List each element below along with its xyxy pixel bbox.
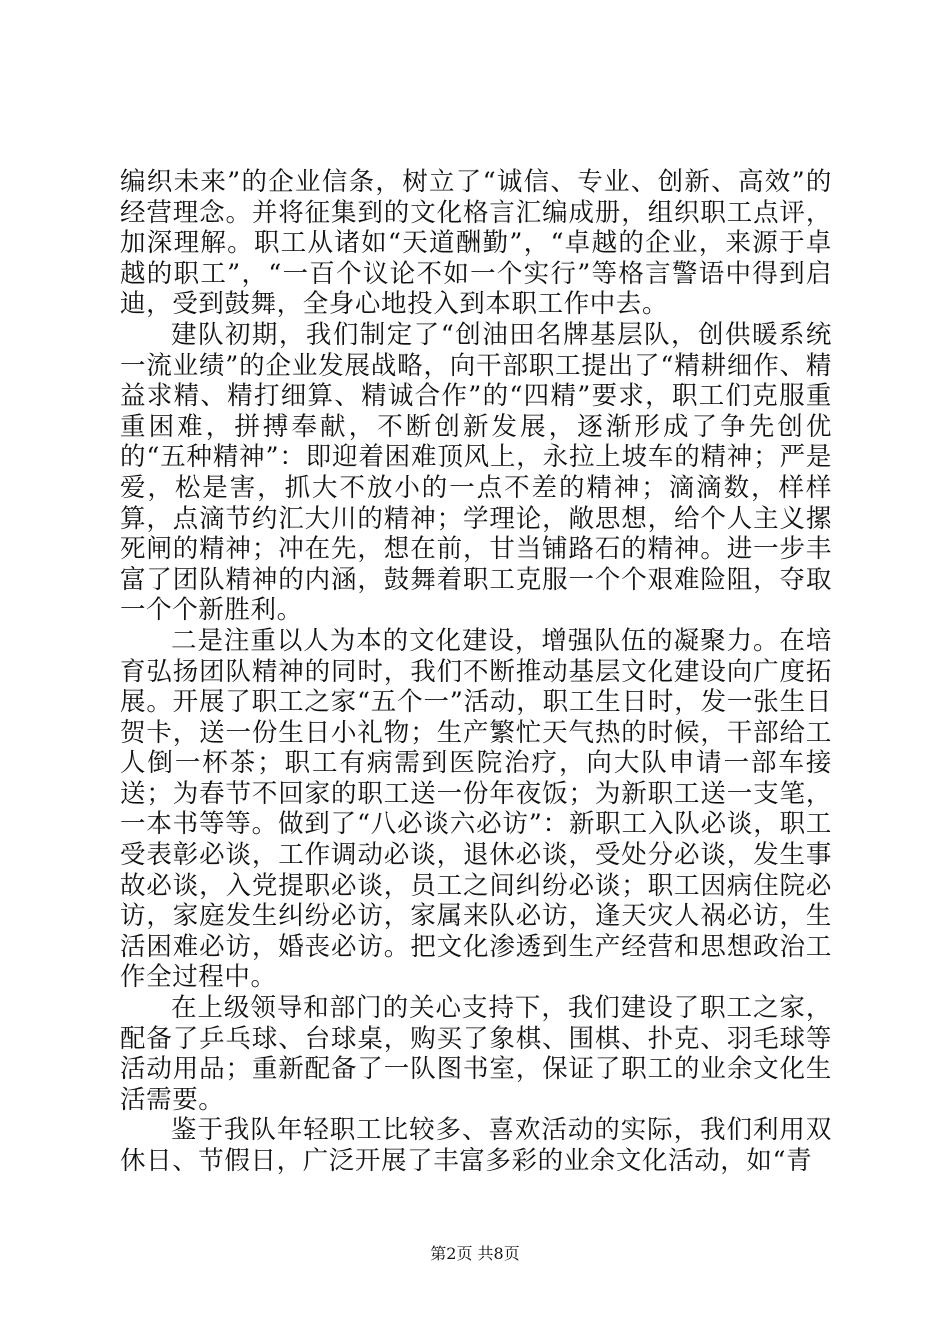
paragraph-people-oriented: 二是注重以人为本的文化建设，增强队伍的凝聚力。在培育弘扬团队精神的同时，我们不断推动基层文化建设向广度拓展。开展了职工之家“五个一”活动，职工生日时，发一张生日贺卡，送一份生日小礼物；生产繁忙天气热的时候，干部给工人倒一杯茶；职工有病需到医院治疗，向大队申请一部车接送；为春节不回家的职工送一份年夜饭；为新职工送一支笔，一本书等等。做到了“八必谈六必访”：新职工入队必谈，职工受表彰必谈，工作调动必谈，退休必谈，受处分必谈，发生事故必谈，入党提职必谈，员工之间纠纷必谈；职工因病住院必访，家庭发生纠纷必访，家属来队必访，逢天灾人祸必访，生活困难必访，婚丧必访。把文化渗透到生产经营和思想政治工作全过程中。 — [120, 625, 832, 993]
body-text — [120, 167, 832, 1177]
paragraph-leisure-activities: 鉴于我队年轻职工比较多、喜欢活动的实际，我们利用双休日、节假日，广泛开展了丰富多彩的业余文化活动，如“青 — [120, 1115, 832, 1176]
paragraph-team-spirit: 建队初期，我们制定了“创油田名牌基层队，创供暖系统一流业绩”的企业发展战略，向干部职工提出了“精耕细作、精益求精、精打细算、精诚合作”的“四精”要求，职工们克服重重困难，拼搏奉献，不断创新发展，逐渐形成了争先创优的“五种精神”：即迎着困难顶风上，永拉上坡车的精神；严是爱，松是害，抓大不放小的一点不差的精神；滴滴数，样样算，点滴节约汇大川的精神；学理论，敞思想，给个人主义摞死闸的精神；冲在先，想在前，甘当铺路石的精神。进一步丰富了团队精神的内涵，鼓舞着职工克服一个个艰难险阻，夺取一个个新胜利。 — [120, 319, 832, 626]
paragraph-workers-home: 在上级领导和部门的关心支持下，我们建设了职工之家，配备了乒乓球、台球桌，购买了象棋、围棋、扑克、羽毛球等活动用品；重新配备了一队图书室，保证了职工的业余文化生活需要。 — [120, 993, 832, 1115]
paragraph-continuation: 编织未来”的企业信条，树立了“诚信、专业、创新、高效”的经营理念。并将征集到的文化格言汇编成册，组织职工点评，加深理解。职工从诸如“天道酬勤”，“卓越的企业，来源于卓越的职工”，“一百个议论不如一个实行”等格言警语中得到启迪，受到鼓舞，全身心地投入到本职工作中去。 — [120, 167, 832, 320]
page-number-footer: 第2页 共8页 — [430, 1244, 520, 1263]
